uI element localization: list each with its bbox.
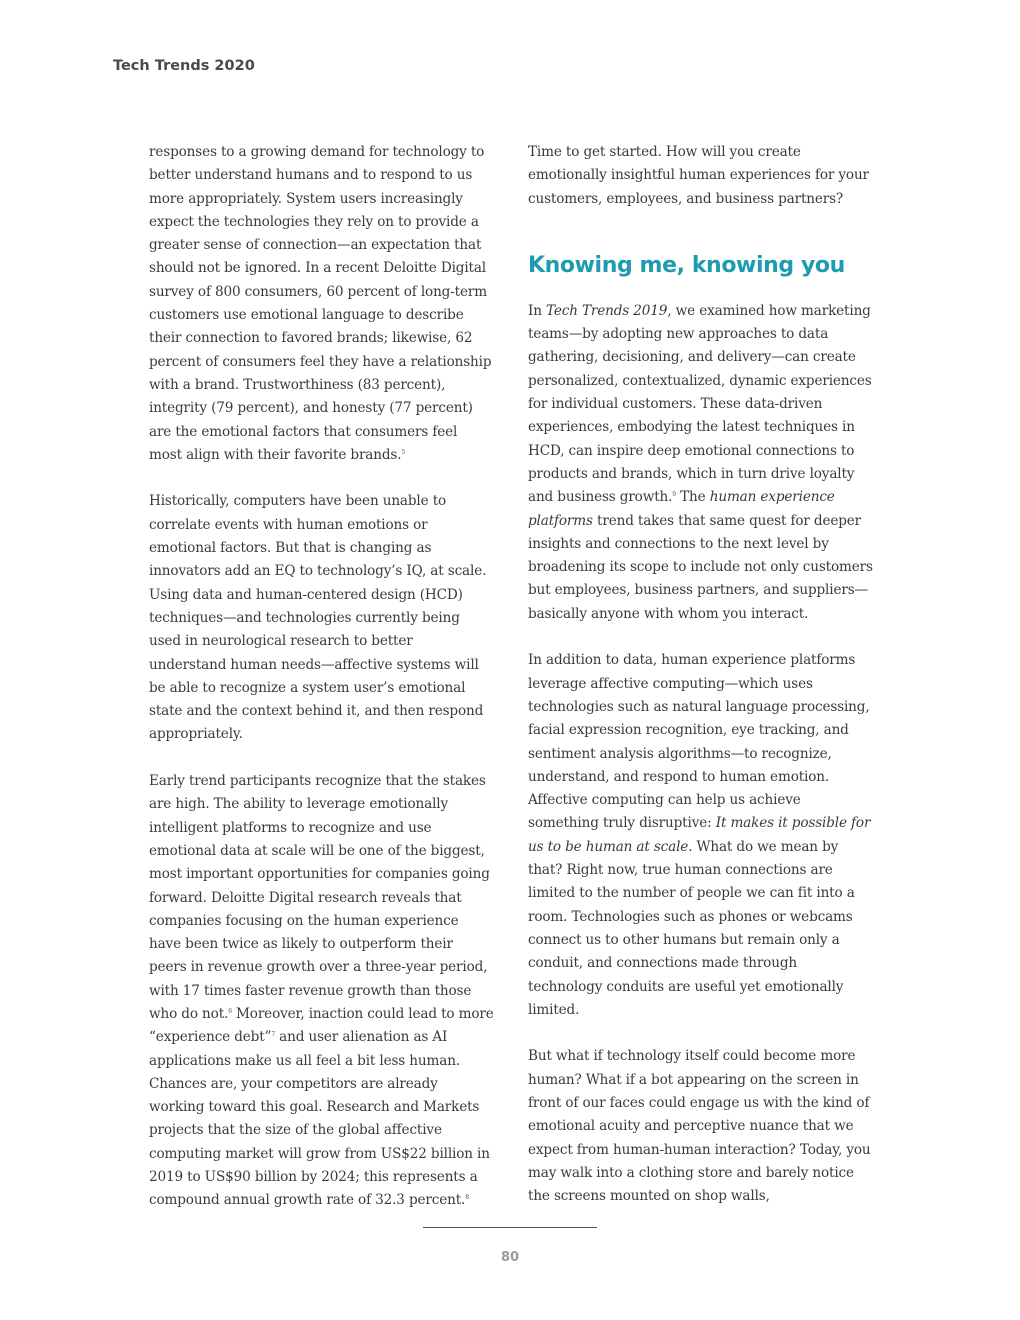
footnote-ref[interactable]: 5 bbox=[401, 448, 406, 456]
body-paragraph: Time to get started. How will you create emotionally insightful human experiences for your customers, employees, and business partners? bbox=[528, 144, 869, 207]
body-paragraph: Early trend participants recognize that the stakes are high. The ability to leverage emotionally intelligent platforms to recognize and use emotional data at scale will be one of the biggest, most important opportunities for companies going forward. Deloitte Digital research reveals that companies focusing on the human experience have been twice as likely to outperform their peers in revenue growth over a three-year period, with 17 times faster revenue growth than those who do not.$^6$ Moreover, inaction could lead to more “experience debt”$^7$ and user alienation as AI applications make us all feel a bit less human. Chances are, your competitors are already working toward this goal. Research and Markets projects that the size of the global affective computing market will grow from US$22 billion in 2019 to US$90 billion by 2024; this represents a compound annual growth rate of 32.3 percent.$^8$ bbox=[149, 773, 494, 1209]
footnote-ref[interactable]: 8 bbox=[465, 1194, 469, 1202]
italic-title: Tech Trends 2019 bbox=[546, 302, 668, 319]
body-paragraph: responses to a growing demand for technology to better understand humans and to respond to us more appropriately. System users increasingly expect the technologies they rely on to provide a greater sense of connection—an expectation that should not be ignored. In a recent Deloitte Digital survey of 800 consumers, 60 percent of long-term customers use emotional language to describe their connection to favored brands; likewise, 62 percent of consumers feel they have a relationship with a brand. Trustworthiness (83 percent), integrity (79 percent), and honesty (77 percent) are the emotional factors that consumers feel most align with their favorite brands.$^5$ bbox=[149, 144, 492, 463]
page-number: 80 bbox=[500, 1250, 520, 1265]
body-paragraph: In addition to data, human experience platforms leverage affective computing—which uses technologies such as natural language processing, facial expression recognition, eye tracking, and sentiment analysis algorithms—to recognize, understand, and respond to human emotion. Affective computing can help us achieve something truly disruptive: It makes it possible for us to be human at scale. What do we mean by that? Right now, true human connections are limited to the number of people we can fit into a room. Technologies such as phones or webcams connect us to other humans but remain only a conduit, and connections made through technology conduits are useful yet emotionally limited. bbox=[528, 652, 871, 1018]
body-paragraph: Historically, computers have been unable to correlate events with human emotions or emotional factors. But that is changing as innovators add an EQ to technology’s IQ, at scale. Using data and human-centered design (HCD) techniques—and technologies currently being used in neurological research to better understand human needs—affective systems will be able to recognize a system user’s emotional state and the context behind it, and then respond appropriately. bbox=[149, 493, 487, 743]
right-column bbox=[528, 141, 873, 1208]
footer-divider bbox=[423, 1227, 597, 1228]
italic-trend-name: human experience platforms bbox=[528, 489, 835, 529]
section-heading: Knowing me, knowing you bbox=[528, 252, 845, 278]
body-paragraph: In Tech Trends 2019, we examined how marketing teams—by adopting new approaches to data gathering, decisioning, and delivery—can create personalized, contextualized, dynamic experiences for individual customers. These data-driven experiences, embodying the latest techniques in HCD, can inspire deep emotional connections to products and brands, which in turn drive loyalty and business growth.$^9$ The human experience platforms trend takes that same quest for deeper insights and connections to the next level by broadening its scope to include not only customers but employees, business partners, and suppliers—basically anyone with whom you interact. bbox=[528, 302, 873, 622]
body-paragraph: But what if technology itself could become more human? What if a bot appearing on the screen in front of our faces could engage us with the kind of emotional acuity and perceptive nuance that we expect from human-human interaction? Today, you may walk into a clothing store and barely notice the screens mounted on shop walls, bbox=[528, 1048, 871, 1205]
footnote-ref[interactable]: 6 bbox=[228, 1007, 232, 1015]
running-header-title: Tech Trends 2020 bbox=[113, 58, 255, 74]
footnote-ref[interactable]: 9 bbox=[672, 491, 676, 499]
italic-emphasis: It makes it possible for us to be human at scale. bbox=[528, 815, 871, 855]
footnote-ref[interactable]: 7 bbox=[271, 1031, 276, 1039]
left-column bbox=[149, 141, 494, 1213]
